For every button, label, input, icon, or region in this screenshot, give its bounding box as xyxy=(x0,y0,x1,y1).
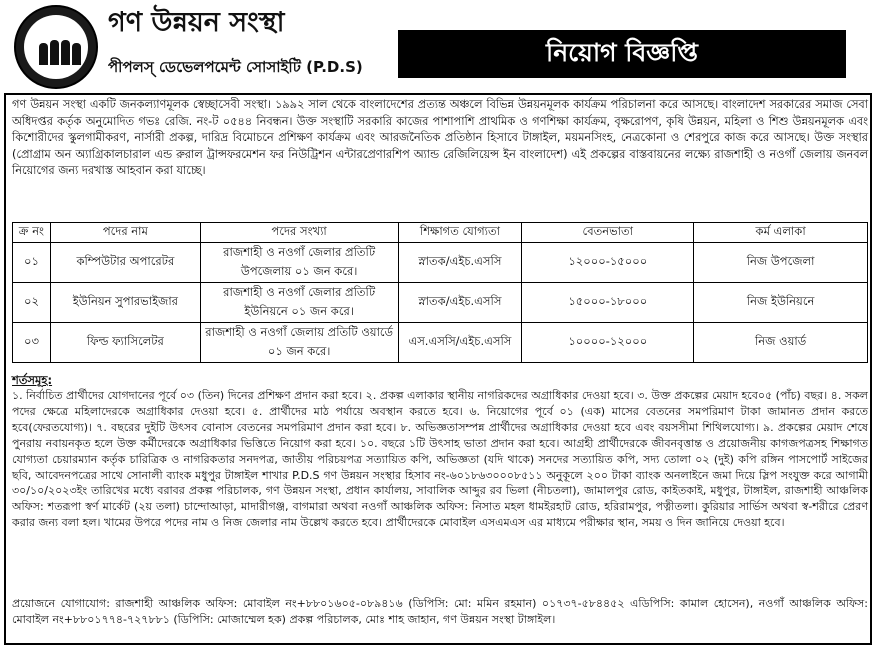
org-subtitle: পীপলস্ ডেভেলপমেন্ট সোসাইটি (P.D.S) xyxy=(108,58,363,76)
contact-info: প্রয়োজনে যোগাযোগ: রাজশাহী আঞ্চলিক অফিস: মোবাইল নং+৮৮০১৬০৫-০৮৯৪১৬ (ডিপিসি: মো: মমিন রহমান) ০১৭৩৭-৫৮৪৪৫২ এডিপিসি: কামাল হোসেন), নওগাঁ আঞ্চলিক অফিস: মোবাইল নং+৮৮০১৭৭৪-৭২৭৮৮১ (ডিপিসি: মোজাম্মেল হক) প্রকল্প পরিচালক, মোঃ শাহ জাহান, গণ উন্নয়ন সংস্থা টাঙ্গাইল। xyxy=(12,597,868,626)
col-header-salary: বেতনভাতা xyxy=(522,223,694,243)
conditions-heading: শর্তসমূহ: xyxy=(12,373,53,387)
logo-figures xyxy=(24,15,88,79)
cell-area: নিজ ইউনিয়নে xyxy=(694,283,868,323)
table-header-row xyxy=(13,223,868,243)
table-row xyxy=(13,243,868,283)
cell-area: নিজ ওয়ার্ড xyxy=(694,323,868,363)
table-row xyxy=(13,323,868,363)
org-name: গণ উন্নয়ন সংস্থা xyxy=(108,7,285,38)
logo-person-icon xyxy=(61,40,70,65)
col-header-area: কর্ম এলাকা xyxy=(694,223,868,243)
cell-education: এস.এসসি/এইচ.এসসি xyxy=(398,323,522,363)
jobs-table xyxy=(12,222,868,363)
cell-serial: ০১ xyxy=(13,243,51,283)
col-header-education: শিক্ষাগত যোগ্যতা xyxy=(398,223,522,243)
cell-salary: ১২০০০-১৫০০০ xyxy=(522,243,694,283)
intro-paragraph: গণ উন্নয়ন সংস্থা একটি জনকল্যাণমূলক স্বেচ্ছাসেবী সংস্থা। ১৯৯২ সাল থেকে বাংলাদেশের প্রত্যন্ত অঞ্চলে বিভিন্ন উন্নয়নমূলক কার্যক্রম পরিচালনা করে আসছে। বাংলাদেশ সরকারের সমাজ সেবা অধিদপ্তর কর্তৃক অনুমোদিত গভঃ রেজি. নং-ট ০৫৪৪ নিবন্ধন। উক্ত সংস্থাটি সরকারি কাজের পাশাপাশি প্রাথমিক ও গণশিক্ষা কার্যক্রম, বৃক্ষরোপণ, কৃষি উন্নয়ন, মহিলা ও শিশু উন্নয়নমূলক এবং কিশোরীদের স্কুলগামীকরণ, নার্সারী প্রকল্প, দারিদ্র বিমোচনে প্রশিক্ষণ কার্যক্রম এবং আরজনৈতিক প্রতিষ্ঠান হিসাবে টাঙ্গাইল, ময়মনসিংহ, নেত্রকোনা ও শেরপুরে কাজ করে আসছে। উক্ত সংস্থার (প্রোগ্রাম অন অ্যাগ্রিকালচারাল এন্ড রুরাল ট্রান্সফরমেশন ফর নিউট্রিশন এন্টারপ্রেণারশিপ অ্যান্ড রেজিলিয়েন্স ইন বাংলাদেশ) এই প্রকল্পের বাস্তবায়নের লক্ষ্যে রাজশাহী ও নওগাঁ জেলায় জনবল নিয়োগের জন্য দরখাস্ত আহবান করা যাচ্ছে। xyxy=(12,98,869,178)
notice-title: নিয়োগ বিজ্ঞপ্তি xyxy=(398,30,846,78)
conditions-text: ১. নির্বাচিত প্রার্থীদের যোগদানের পূর্বে ০৩ (তিন) দিনের প্রশিক্ষণ প্রদান করা হবে। ২. প্রকল্প এলাকার স্থানীয় নাগরিকদের অগ্রাধিকার দেওয়া হবে। ৩. উক্ত প্রকল্পের মেয়াদ হবে০৫ (পাঁচ) বছর। ৪. সকল পদের ক্ষেত্রে মহিলাদেরকে অগ্রাধিকার দেওয়া হবে। ৫. প্রার্থীদের মাঠ পর্যায়ে অবস্থান করতে হবে। ৬. নিয়োগের পূর্বে ০১ (এক) মাসের বেতনের সমপরিমাণ টাকা জামানত প্রদান করতে হবে(ফেরতযোগ্য)। ৭. বছরের দুইটি উৎসব বোনাস বেতনের সমপরিমাণ প্রদান করা হবে। ৮. অভিজ্ঞতাসম্পন্ন প্রার্থীদের অগ্রাধিকার দেওয়া হবে এবং বয়সসীমা শিথিলযোগ্য। ৯. প্রকল্পের মেয়াদ শেষে পুনরায় নবায়নকৃত হলে উক্ত কর্মীদেরকে অগ্রাধিকার ভিত্তিতে নিয়োগ করা হবে। ১০. বছরে ১টি উৎসাহ ভাতা প্রদান করা হবে। আগ্রহী প্রার্থীদেরকে জীবনবৃত্তান্ত ও প্রয়োজনীয় কাগজপত্রসহ শিক্ষাগত যোগ্যতা চেয়ারম্যান কর্তৃক চারিত্রিক ও নাগরিকতার সনদপত্র, জাতীয় পরিচয়পত্র সত্যায়িত কপি, অভিজ্ঞতা (যদি থাকে) সনদের সত্যায়িত কপি, সদ্য তোলা ০২ (দুই) কপি রঙ্গিন পাসপোর্ট সাইজের ছবি, আবেদনপত্রের সাথে সোনালী ব্যাংক মধুপুর টাঙ্গাইল শাখার P.D.S গণ উন্নয়ন সংস্থার হিসাব নং-৬০১৮৬৩০০০৮৫১১ অনুকূলে ২০০ টাকা ব্যাংক অনলাইনে জমা দিয়ে স্লিপ সংযুক্ত করে আগামী ৩০/১০/২০২৩ইং তারিখের মধ্যে বরাবর প্রকল্প পরিচালক, গণ উন্নয়ন সংস্থা, প্রধান কার্যালয়, সাবালিক আব্দুর রব ভিলা (নীচতলা), জামালপুর রোড, কাইতকাই, মধুপুর, টাঙ্গাইল, রাজশাহী আঞ্চলিক অফিস: শতরূপা স্বর্ণ মার্কেট (২য় তলা) চান্দোআড়া, মাদারীগঞ্জ, বাগমারা অথবা নওগাঁ আঞ্চলিক অফিস: নিসাত মহল ধামইরহাট রোড, হরিরামপুর, পত্নীতলা। কুরিয়ার সার্ভিস অথবা স্ব-শরীরে প্রেরণ করার জন্য বলা হল। খামের উপরে পদের নাম ও নিজ জেলার নাম উল্লেখ করতে হবে। প্রার্থীদেরকে মোবাইল এসএমএস এর মাধ্যমে পরীক্ষার স্থান, সময় ও দিন জানিয়ে দেওয়া হবে। xyxy=(12,389,868,530)
cell-education: স্নাতক/এইচ.এসসি xyxy=(398,243,522,283)
cell-serial: ০৩ xyxy=(13,323,51,363)
logo-person-icon xyxy=(39,43,48,65)
cell-salary: ১৫০০০-১৮০০০ xyxy=(522,283,694,323)
cell-area: নিজ উপজেলা xyxy=(694,243,868,283)
cell-count: রাজশাহী ও নওগাঁ জেলার প্রতিটি উপজেলায় ০১ জন করে। xyxy=(200,243,398,283)
col-header-serial: ক্র নং xyxy=(13,223,51,243)
cell-salary: ১০০০০-১২০০০ xyxy=(522,323,694,363)
org-logo xyxy=(14,5,98,89)
table-row xyxy=(13,283,868,323)
col-header-count: পদের সংখ্যা xyxy=(200,223,398,243)
cell-post: কম্পিউটার অপারেটর xyxy=(50,243,200,283)
col-header-post: পদের নাম xyxy=(50,223,200,243)
cell-post: ফিল্ড ফ্যাসিলেটর xyxy=(50,323,200,363)
cell-serial: ০২ xyxy=(13,283,51,323)
cell-post: ইউনিয়ন সুপারভাইজার xyxy=(50,283,200,323)
cell-education: স্নাতক/এইচ.এসসি xyxy=(398,283,522,323)
logo-person-icon xyxy=(72,43,81,65)
logo-person-icon xyxy=(50,40,59,65)
cell-count: রাজশাহী ও নওগাঁ জেলার প্রতিটি ইউনিয়নে ০১ জন করে। xyxy=(200,283,398,323)
cell-count: রাজশাহী ও নওগাঁ জেলায় প্রতিটি ওয়ার্ডে ০১ জন করে। xyxy=(200,323,398,363)
